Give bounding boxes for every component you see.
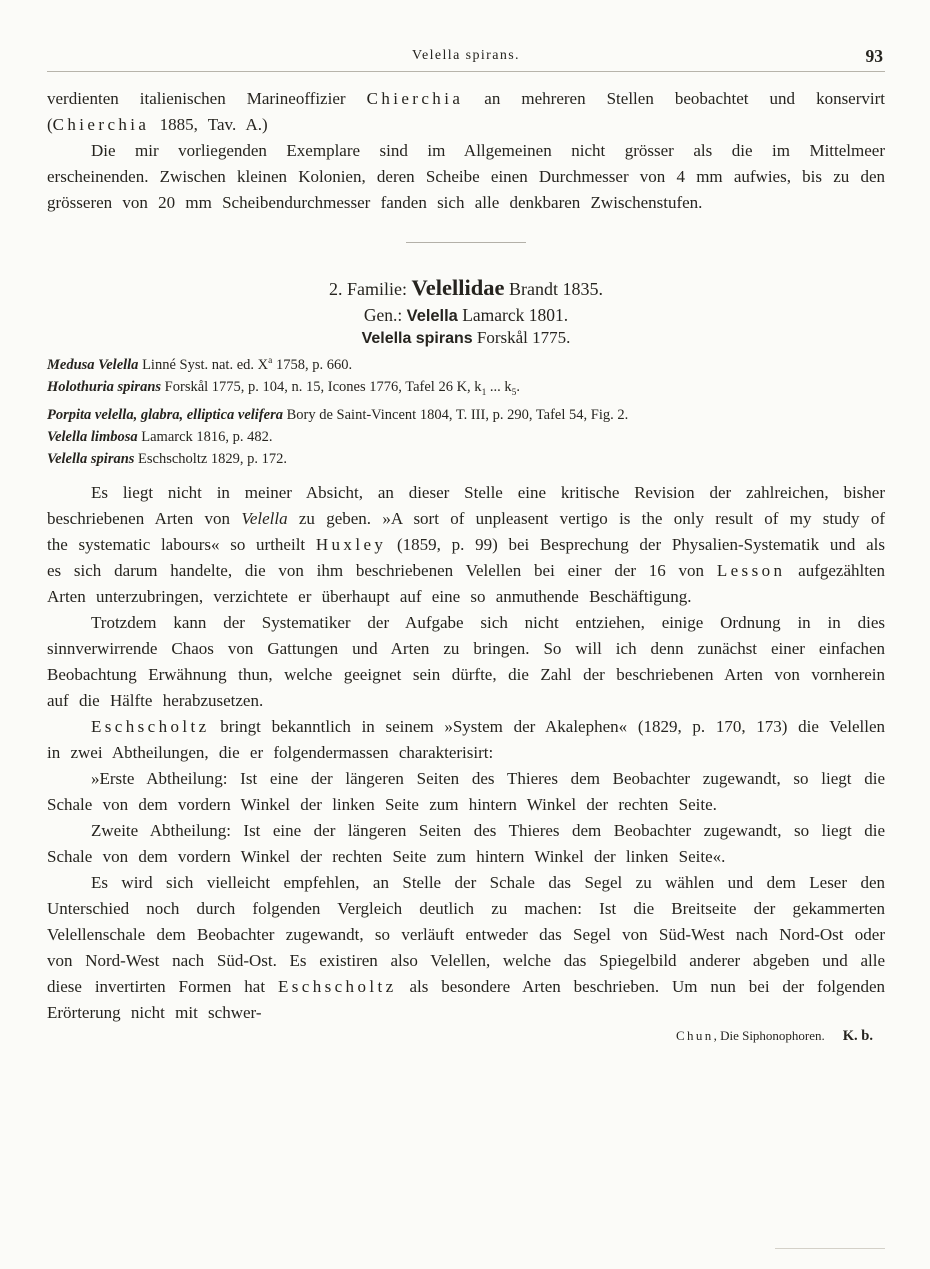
text-segment: 1 bbox=[481, 387, 487, 398]
text-segment: . bbox=[516, 378, 520, 395]
text-segment: Es wird sich vielleicht empfehlen, an Stelle der Schale das Segel zu wählen und dem Leser den Unterschied noch durch folgenden Vergleich deutlich zu machen: Ist die Breitseite der gekammerten Velellenschale dem Beobachter zugewandt, so verläuft entweder das Segel von Süd-West nach Nord-Ost oder von Nord-West nach Süd-Ost. Es existiren also Velellen, welche das Spiegelbild anderer abgeben und alle diese invertirten Formen hat bbox=[47, 872, 885, 996]
genus-heading bbox=[47, 304, 885, 327]
text-segment: Linné Syst. nat. ed. X bbox=[138, 356, 269, 373]
text-segment: Lamarck 1801. bbox=[457, 305, 569, 325]
footer-citation bbox=[676, 1028, 825, 1044]
text-segment: Chierchia bbox=[366, 89, 464, 108]
text-segment: 1885, Tav. A.) bbox=[149, 115, 268, 134]
text-segment: »Erste Abtheilung: Ist eine der längeren Seiten des Thieres dem Beobachter zugewandt, so liegt die Schale von dem vordern Winkel der linken Seite zum hintern Winkel der rechten Seite. bbox=[47, 768, 885, 814]
text-segment: aufgezählten Arten unterzubringen, verzichtete er überhaupt auf eine so anmuthende Beschäftigung. bbox=[47, 560, 885, 606]
text-segment: a bbox=[268, 356, 273, 366]
synonymy-line bbox=[47, 404, 885, 426]
text-segment: Lesson bbox=[716, 560, 786, 580]
text-segment: Holothuria spirans bbox=[47, 378, 162, 395]
paragraph bbox=[47, 138, 885, 216]
paragraph bbox=[47, 480, 885, 610]
synonymy-line bbox=[47, 426, 885, 448]
text-segment: Es liegt nicht in meiner Absicht, an dieser Stelle eine kritische Revision der zahlreichen, bisher beschriebenen Arten von bbox=[47, 482, 885, 528]
synonymy-line bbox=[47, 376, 885, 404]
text-segment: Forskål 1775. bbox=[472, 328, 571, 347]
text-segment: bringt bekanntlich in seinem »System der Akalephen« (1829, p. 170, 173) die Velellen in zwei Abtheilungen, die er folgendermassen charakterisirt: bbox=[47, 716, 885, 762]
text-segment: Eschscholtz 1829, p. 172. bbox=[134, 450, 288, 467]
family-heading bbox=[47, 273, 885, 304]
text-segment: Velella spirans bbox=[361, 330, 473, 347]
text-segment: Porpita velella, glabra, elliptica velifera bbox=[47, 406, 283, 423]
synonymy-line bbox=[47, 350, 885, 376]
footer-work-title: , Die Siphonophoren. bbox=[713, 1027, 825, 1043]
text-segment: Velella bbox=[406, 307, 458, 325]
paragraph bbox=[47, 610, 885, 714]
synonymy-line bbox=[47, 448, 885, 470]
text-segment: Forskål 1775, p. 104, n. 15, Icones 1776, Tafel 26 K, k bbox=[161, 378, 482, 395]
running-title: Velella spirans. bbox=[412, 48, 520, 63]
text-segment: Zweite Abtheilung: Ist eine der längeren Seiten des Thieres dem Beobachter zugewandt, so liegt die Schale von dem vordern Winkel der rechten Seite zum hintern Winkel der linken Seite«. bbox=[47, 820, 885, 866]
text-segment: Velella limbosa bbox=[47, 428, 138, 445]
text-segment: Bory de Saint-Vincent 1804, T. III, p. 290, Tafel 54, Fig. 2. bbox=[282, 406, 629, 423]
paragraph bbox=[47, 714, 885, 766]
page-body bbox=[47, 86, 885, 1026]
text-segment: Trotzdem kann der Systematiker der Aufgabe sich nicht entziehen, einige Ordnung in in dies sinnverwirrende Chaos von Gattungen und Arten zu bringen. So will ich denn zunächst einer einfachen Beobachtung Erwähnung thun, welche geeignet sein dürfte, die Zahl der beschriebenen Arten von vornherein auf die Hälfte herabzusetzen. bbox=[47, 612, 885, 710]
text-segment: Medusa Velella bbox=[47, 356, 139, 373]
text-segment: Huxley bbox=[315, 534, 387, 554]
text-segment: Chierchia bbox=[52, 115, 150, 134]
section-divider bbox=[406, 242, 526, 243]
text-segment: Velellidae bbox=[411, 275, 505, 300]
text-segment: zu geben. »A sort of unpleasent vertigo is the only result of my study of the systematic labours« so urtheilt bbox=[47, 508, 885, 554]
text-segment: Gen.: bbox=[363, 305, 407, 325]
species-heading bbox=[47, 327, 885, 350]
text-segment: Lamarck 1816, p. 482. bbox=[137, 428, 273, 445]
signature-mark: K. b. bbox=[842, 1027, 873, 1044]
text-segment: 5 bbox=[511, 387, 517, 398]
text-segment: (1859, p. 99) bei Besprechung der Physalien-Systematik und als es sich darum handelte, die von ihm beschriebenen Velellen bei einer der 16 von bbox=[47, 534, 885, 580]
footer-author: Chun bbox=[676, 1027, 714, 1043]
paragraph bbox=[47, 86, 885, 138]
text-segment: Velella bbox=[241, 508, 288, 528]
text-segment: Brandt 1835. bbox=[504, 279, 603, 299]
text-segment: verdienten italienischen Marineoffizier bbox=[47, 89, 367, 108]
text-segment: Velella spirans bbox=[47, 450, 135, 467]
text-segment: ... k bbox=[486, 378, 512, 395]
text-segment: Eschscholtz bbox=[91, 716, 210, 736]
paragraph bbox=[47, 818, 885, 870]
running-header bbox=[47, 48, 885, 72]
text-segment: 2. Familie: bbox=[329, 279, 412, 299]
paragraph bbox=[47, 766, 885, 818]
text-segment: als besondere Arten beschrieben. Um nun bei der folgenden Erörterung nicht mit schwer- bbox=[47, 976, 886, 1022]
text-segment: 1758, p. 660. bbox=[272, 356, 353, 373]
scan-artifact-line bbox=[775, 1248, 885, 1249]
paragraph bbox=[47, 870, 885, 1026]
page-number: 93 bbox=[865, 46, 883, 66]
text-segment: Die mir vorliegenden Exemplare sind im Allgemeinen nicht grösser als die im Mittelmeer erscheinenden. Zwischen kleinen Kolonien, deren Scheibe einen Durchmesser von 4 mm aufwies, bis zu den grösseren von 20 mm Scheibendurchmesser fanden sich alle denkbaren Zwischenstufen. bbox=[47, 141, 885, 212]
text-segment: Eschscholtz bbox=[277, 976, 397, 996]
page-footer bbox=[47, 1028, 885, 1045]
text-segment: an mehreren Stellen beobachtet und konservirt ( bbox=[47, 89, 885, 134]
